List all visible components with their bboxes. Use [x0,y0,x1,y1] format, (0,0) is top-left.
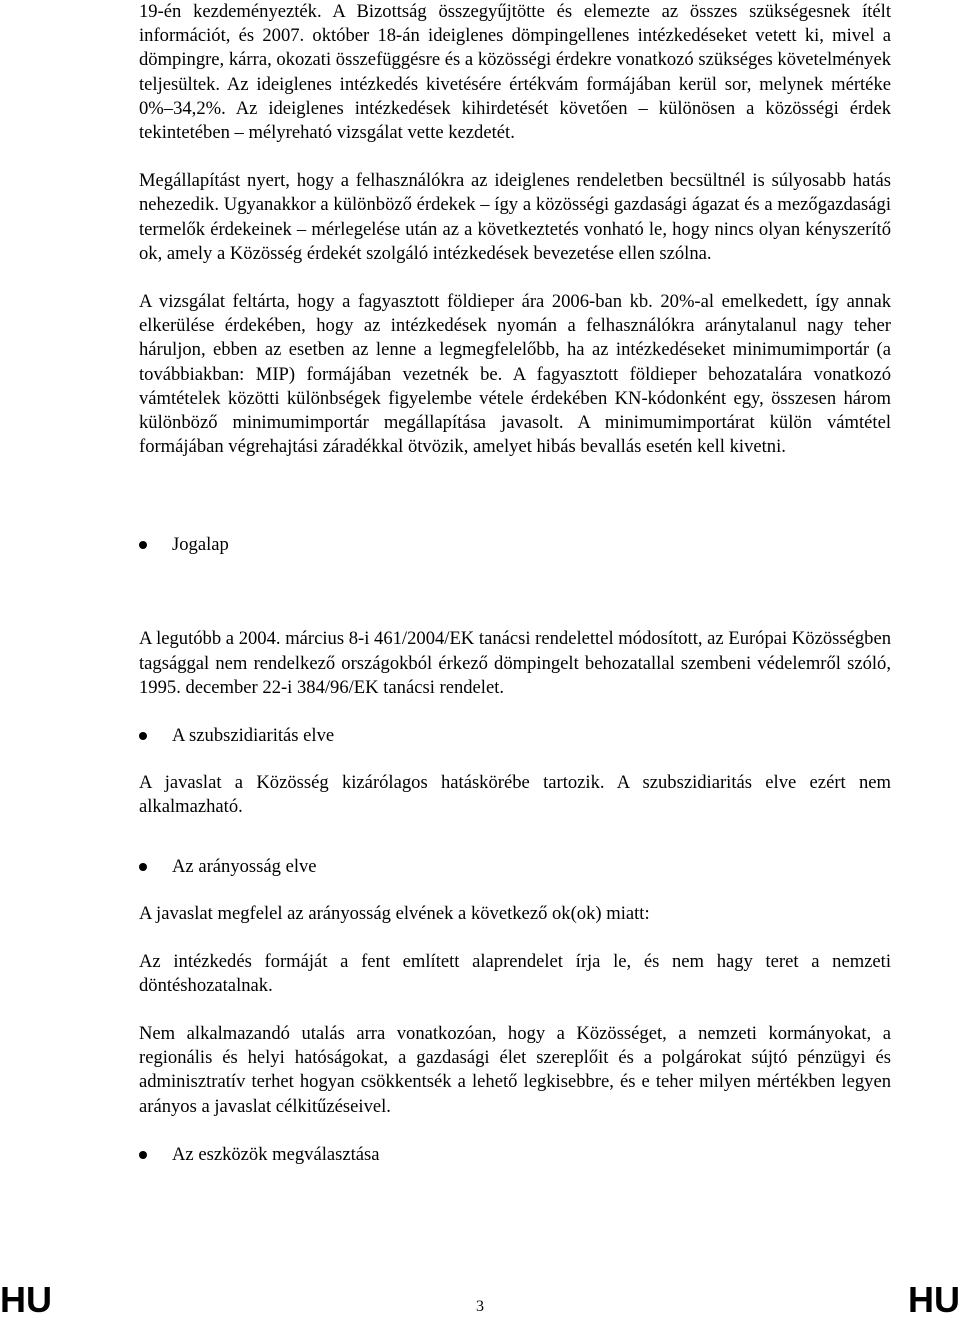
section-heading-szubszidiaritas [139,724,891,748]
section-heading-label: A szubszidiaritás elve [172,725,335,747]
section-heading-label: Az arányosság elve [172,856,317,878]
bullet-icon [139,1151,147,1159]
paragraph: A javaslat megfelel az arányosság elvének a következő ok(ok) miatt: [139,903,650,925]
paragraph: A javaslat a Közösség kizárólagos hatáskörébe tartozik. A szubszidiaritás elve ezért nem alkalmazható. [139,772,891,818]
footer-language-code-right: HU [908,1279,960,1320]
section-heading-aranyossag [139,855,891,879]
paragraph: A vizsgálat feltárta, hogy a fagyasztott földieper ára 2006-ban kb. 20%-al emelkedett, így annak elkerülése érdekében, hogy az intézkedések nyomán a felhasználókra aránytalanul nagy teher háruljon, ebben az esetben az lenne a legmegfelelőbb, ha az intézkedéseket minimumimportár (a továbbiakban: MIP) formájában vezetnék be. A fagyasztott földieper behozatalára vonatkozó vámtételek közötti különbségek figyelembe vétele érdekében KN-kódonként egy, összesen három különböző minimumimportár megállapítása javasolt. A minimumimportárat külön vámtétel formájában végrehajtási záradékkal ötvözik, amelyet hibás bevallás esetén kell kivetni. [139,291,891,458]
paragraph: Nem alkalmazandó utalás arra vonatkozóan, hogy a Közösséget, a nemzeti kormányokat, a regionális és helyi hatóságokat, a gazdasági élet szereplőit és a polgárokat sújtó pénzügyi és adminisztratív terhet hogyan csökkentsék a lehető legkisebbre, és e teher milyen mértékben legyen arányos a javaslat célkitűzéseivel. [139,1023,891,1117]
paragraph: Az intézkedés formáját a fent említett alaprendelet írja le, és nem hagy teret a nemzeti döntéshozatalnak. [139,950,891,996]
paragraph: Megállapítást nyert, hogy a felhasználókra az ideiglenes rendeletben becsültnél is súlyosabb hatás nehezedik. Ugyanakkor a különböző érdekek – így a közösségi gazdasági ágazat és a mezőgazdasági termelők érdekeinek – mérlegelése után az a következtetés vonható le, hogy nincs olyan kényszerítő ok, amely a Közösség érdekét szolgáló intézkedések bevezetése ellen szólna. [139,170,891,264]
section-heading-label: Az eszközök megválasztása [172,1143,380,1165]
section-heading-jogalap [139,533,891,557]
bullet-icon [139,863,147,871]
section-heading-label: Jogalap [172,534,229,556]
page-number: 3 [476,1298,484,1315]
paragraph: 19-én kezdeményezték. A Bizottság összegyűjtötte és elemezte az összes szükségesnek ítélt információt, és 2007. október 18-án ideiglenes dömpingellenes intézkedéseket vetett ki, mivel a dömpingre, kárra, okozati összefüggésre és a közösségi érdekre vonatkozó szükséges követelmények teljesültek. Az ideiglenes intézkedés kivetésére értékvám formájában kerül sor, melynek mértéke 0%–34,2%. Az ideiglenes intézkedések kihirdetését követően – különösen a közösségi érdek tekintetében – mélyreható vizsgálat vette kezdetét. [139,1,891,144]
section-heading-eszkozok [139,1143,891,1167]
paragraph: A legutóbb a 2004. március 8-i 461/2004/EK tanácsi rendelettel módosított, az Európai Közösségben tagsággal nem rendelkező országokból érkező dömpingelt behozatallal szembeni védelemről szóló, 1995. december 22-i 384/96/EK tanácsi rendelet. [139,628,891,698]
document-body [139,0,891,1167]
bullet-icon [139,541,147,549]
bullet-icon [139,732,147,740]
footer-language-code-left: HU [0,1279,52,1320]
